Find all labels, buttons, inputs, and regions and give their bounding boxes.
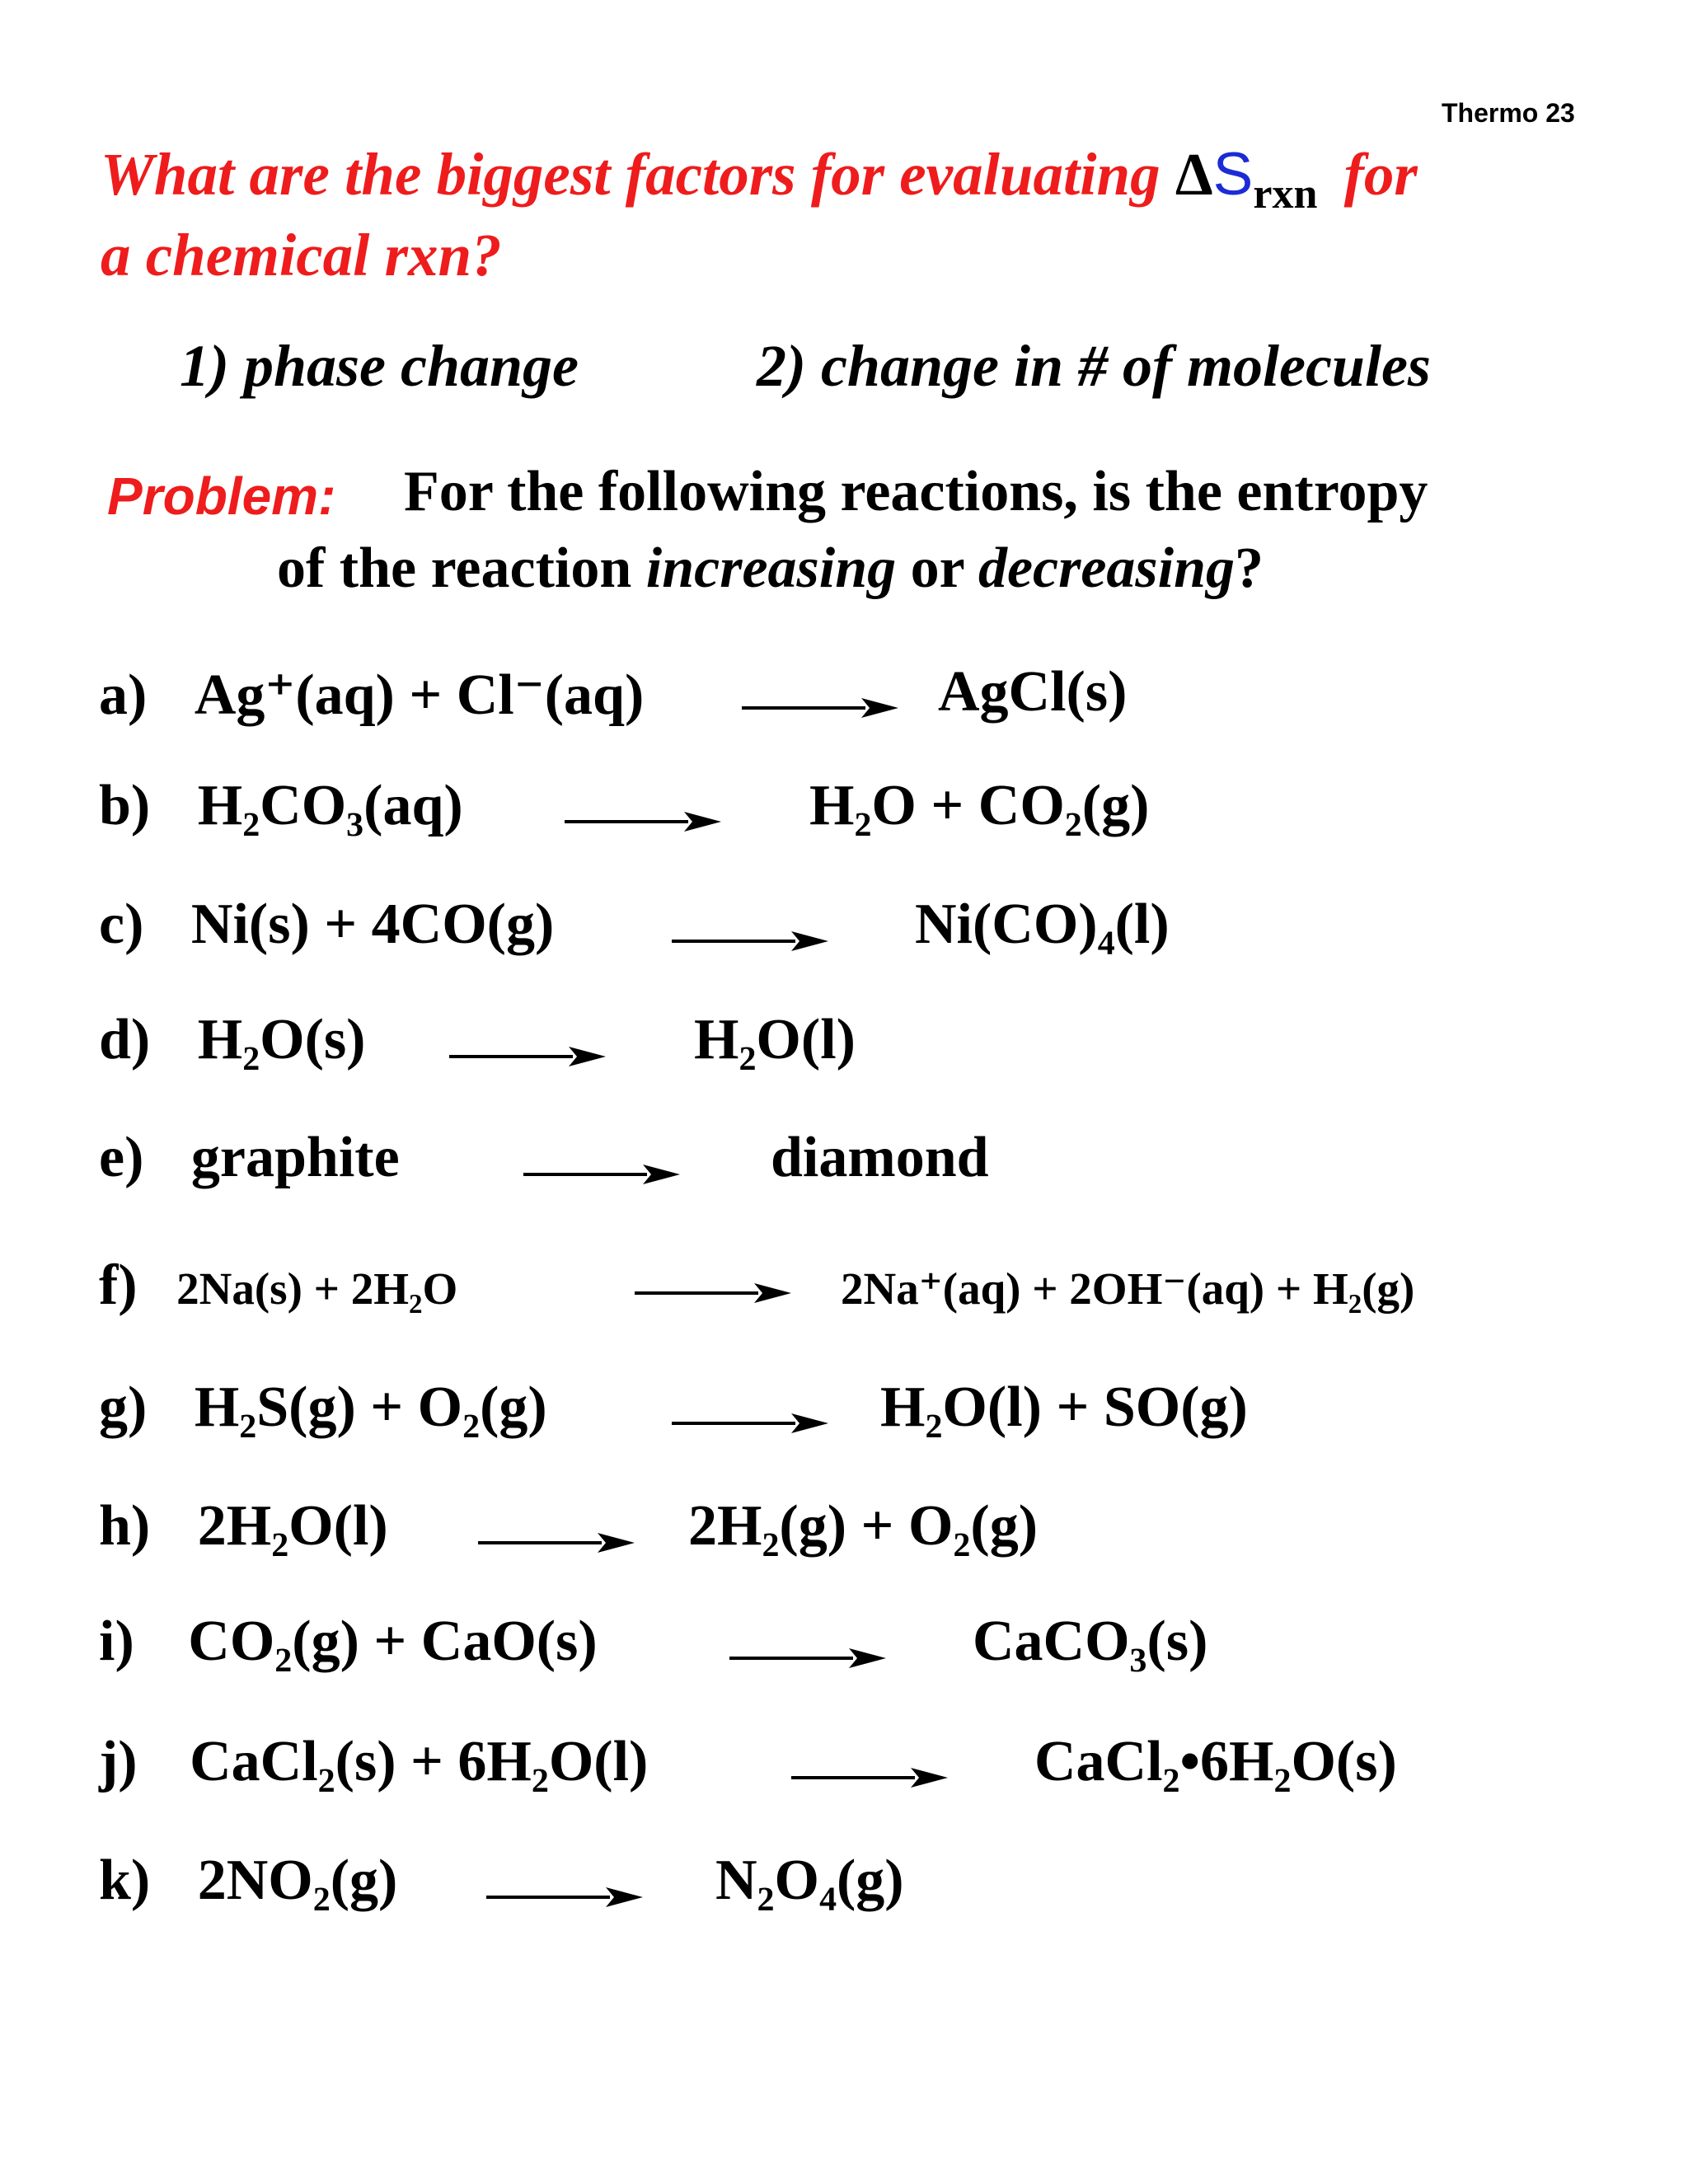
question-line2: a chemical rxn? — [101, 222, 502, 288]
page-label: Thermo 23 — [1442, 98, 1575, 128]
reaction-f — [99, 1253, 457, 1319]
reaction-reactants: CaCl₂(s) + 6H₂O(l) — [190, 1730, 649, 1793]
reaction-reactants: Ag⁺(aq) + Cl⁻(aq) — [194, 663, 645, 727]
question-mark: ? — [1235, 537, 1264, 600]
reaction-arrow-icon — [523, 1163, 680, 1186]
reaction-label: e) — [99, 1126, 144, 1189]
reaction-c — [99, 892, 554, 958]
reaction-reactants: H₂O(s) — [197, 1008, 366, 1071]
reaction-j — [99, 1729, 648, 1795]
problem-line2-start: of the reaction — [277, 537, 646, 600]
reaction-e — [99, 1125, 400, 1191]
reaction-f-products: 2Na⁺(aq) + 2OH⁻(aq) + H₂(g) — [841, 1263, 1415, 1314]
factor-phase-change: 1) phase change — [180, 333, 579, 399]
question-title — [101, 140, 1418, 218]
reaction-i-products: CaCO₃(s) — [973, 1610, 1208, 1673]
reaction-h-products: 2H₂(g) + O₂(g) — [688, 1494, 1038, 1558]
word-or: or — [896, 537, 978, 600]
reaction-arrow-icon — [486, 1886, 643, 1909]
reaction-k — [99, 1848, 397, 1914]
reaction-arrow-icon — [742, 696, 898, 719]
problem-line1: For the following reactions, is the entropy — [404, 460, 1428, 523]
reaction-b-products: H₂O + CO₂(g) — [809, 774, 1150, 837]
reaction-arrow-icon — [791, 1766, 948, 1789]
reaction-label: a) — [99, 663, 148, 727]
reaction-reactants: Ni(s) + 4CO(g) — [190, 893, 555, 956]
reaction-arrow-icon — [672, 1412, 828, 1435]
reaction-b — [99, 773, 463, 839]
reaction-arrow-icon — [729, 1647, 886, 1670]
reaction-d — [99, 1007, 366, 1073]
reaction-label: i) — [99, 1610, 134, 1673]
reaction-k-products: N₂O₄(g) — [715, 1849, 904, 1912]
reaction-reactants: CO₂(g) + CaO(s) — [188, 1610, 598, 1673]
reaction-reactants: 2NO₂(g) — [197, 1849, 398, 1912]
reaction-label: b) — [99, 774, 151, 837]
reaction-a-products: AgCl(s) — [938, 660, 1128, 724]
delta-symbol: Δ — [1175, 141, 1213, 208]
reaction-label: h) — [99, 1494, 151, 1558]
reaction-label: c) — [99, 893, 144, 956]
reaction-reactants: 2Na(s) + 2H₂O — [176, 1263, 458, 1314]
reaction-a — [99, 659, 644, 729]
reaction-reactants: H₂CO₃(aq) — [197, 774, 463, 837]
reaction-label: k) — [99, 1849, 151, 1912]
reaction-arrow-icon — [565, 810, 721, 833]
reaction-arrow-icon — [478, 1531, 635, 1554]
word-decreasing: decreasing — [978, 537, 1236, 600]
reaction-arrow-icon — [672, 930, 828, 953]
reaction-label: f) — [99, 1254, 138, 1317]
reaction-reactants: graphite — [190, 1126, 400, 1189]
question-text-part2: for — [1343, 141, 1418, 208]
reaction-label: j) — [99, 1730, 138, 1793]
reaction-c-products: Ni(CO)₄(l) — [915, 893, 1170, 956]
reaction-arrow-icon — [449, 1045, 606, 1068]
reaction-g — [99, 1375, 547, 1441]
reaction-d-products: H₂O(l) — [694, 1008, 856, 1071]
problem-label: Problem: — [107, 466, 336, 526]
word-increasing: increasing — [645, 537, 897, 600]
reaction-h — [99, 1493, 388, 1559]
reaction-arrow-icon — [635, 1282, 791, 1305]
rxn-subscript: rxn — [1253, 171, 1318, 218]
reaction-j-products: CaCl₂•6H₂O(s) — [1034, 1730, 1397, 1793]
reaction-label: d) — [99, 1008, 151, 1071]
reaction-reactants: 2H₂O(l) — [197, 1494, 388, 1558]
question-text-part1: What are the biggest factors for evaluating — [101, 141, 1175, 208]
reaction-g-products: H₂O(l) + SO(g) — [880, 1376, 1248, 1439]
entropy-symbol: S — [1212, 141, 1254, 208]
problem-line2 — [277, 536, 1264, 602]
reaction-label: g) — [99, 1376, 148, 1439]
reaction-e-products: diamond — [771, 1126, 989, 1189]
factor-molecule-count: 2) change in # of molecules — [757, 333, 1431, 399]
reaction-reactants: H₂S(g) + O₂(g) — [194, 1376, 547, 1439]
reaction-i — [99, 1609, 598, 1675]
